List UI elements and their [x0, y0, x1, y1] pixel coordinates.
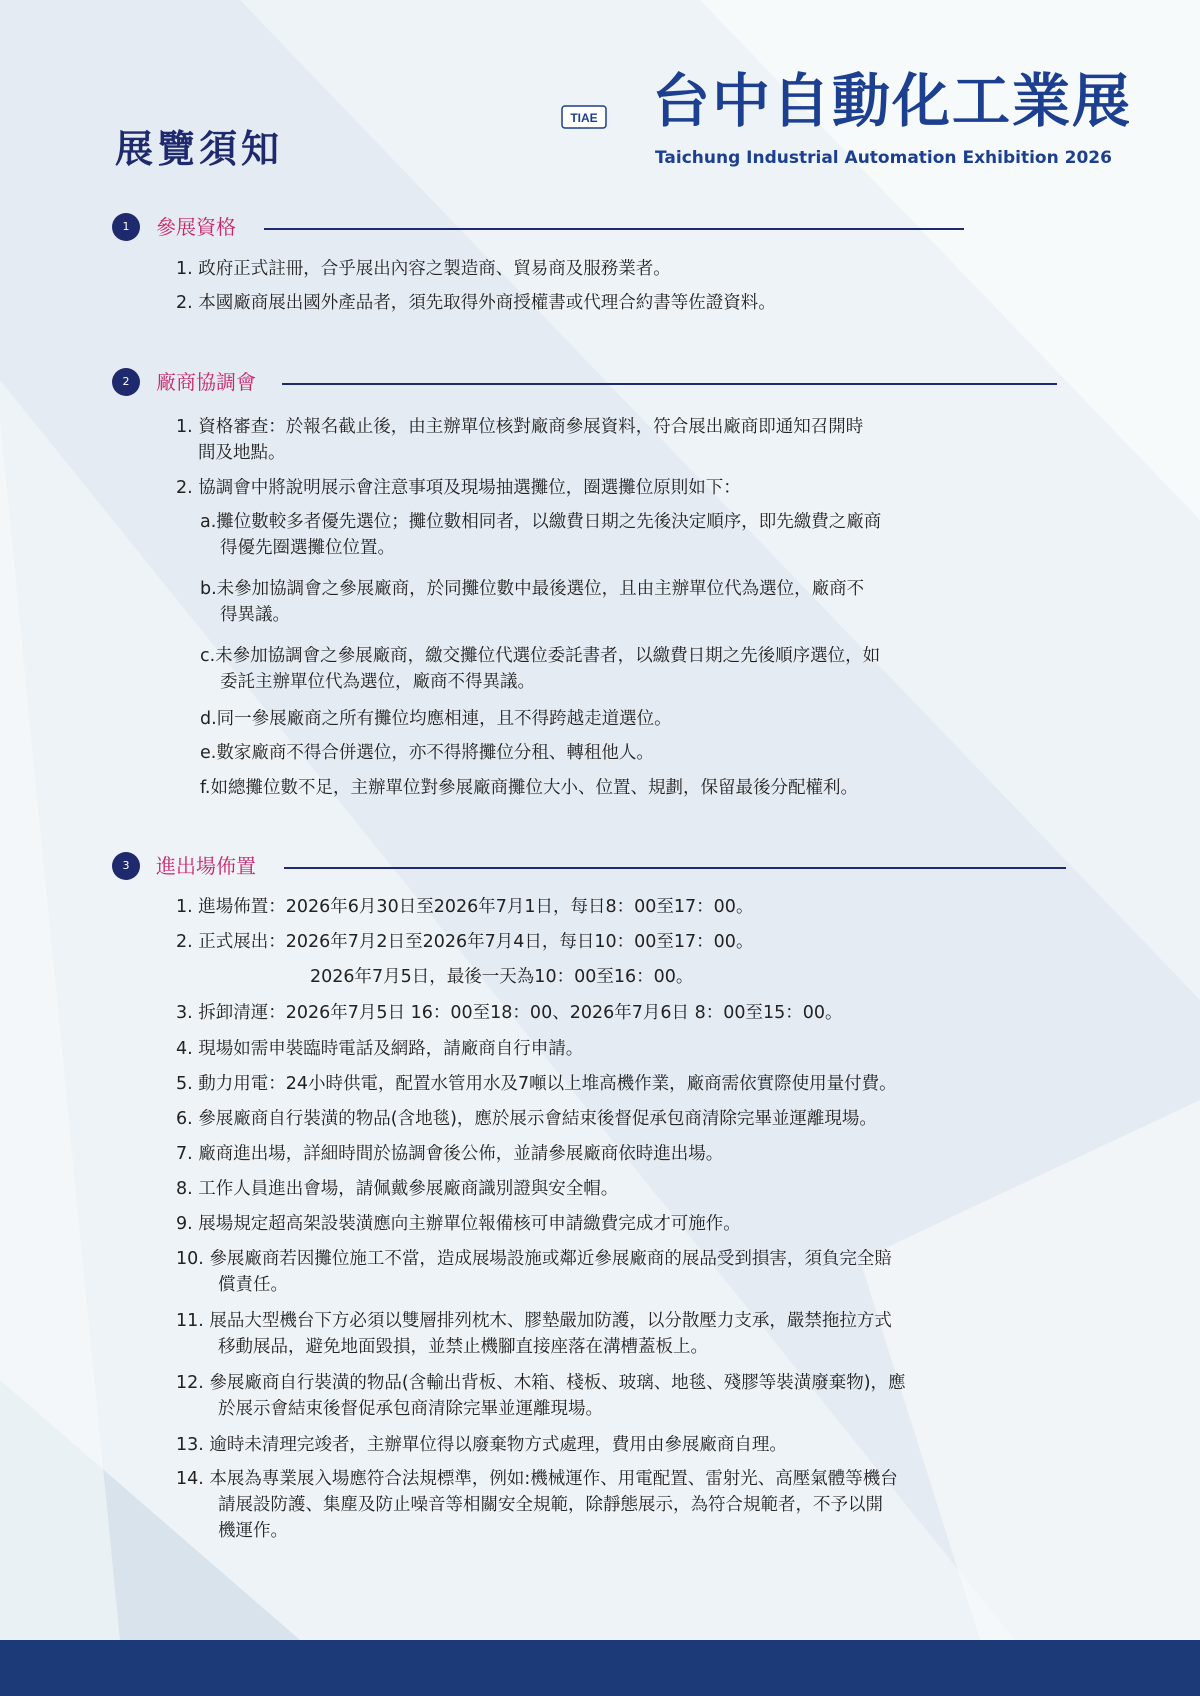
list-item-continuation: 委託主辦單位代為選位，廠商不得異議。 — [220, 672, 535, 692]
list-item-continuation: 得異議。 — [220, 605, 290, 625]
list-item: 4. 現場如需申裝臨時電話及網路，請廠商自行申請。 — [176, 1039, 584, 1059]
section-number-badge: 1 — [112, 213, 140, 241]
expo-title: 台中自動化工業展 — [652, 67, 1133, 135]
section-number-badge: 3 — [112, 852, 140, 880]
list-item: 3. 拆卸清運：2026年7月5日 16：00至18：00、2026年7月6日 8：00至15：00。 — [176, 1003, 843, 1023]
list-item-continuation: 移動展品，避免地面毀損，並禁止機腳直接座落在溝槽蓋板上。 — [218, 1337, 708, 1357]
section-rule — [284, 867, 1066, 869]
list-item-continuation: 於展示會結束後督促承包商清除完畢並運離現場。 — [218, 1399, 603, 1419]
tiae-logo-icon — [560, 102, 608, 132]
section-header-move-in-setup — [112, 852, 1072, 882]
list-item: 2. 正式展出：2026年7月2日至2026年7月4日，每日10：00至17：00。 — [176, 932, 754, 952]
section-number-badge: 2 — [112, 368, 140, 396]
list-subitem: c.未參加協調會之參展廠商，繳交攤位代選位委託書者，以繳費日期之先後順序選位，如 — [200, 646, 881, 666]
list-item: 1. 資格審查：於報名截止後，由主辦單位核對廠商參展資料，符合展出廠商即通知召開時 — [176, 417, 864, 437]
list-item: 6. 參展廠商自行裝潢的物品(含地毯)，應於展示會結束後督促承包商清除完畢並運離現場。 — [176, 1109, 877, 1129]
list-item: 1. 進場佈置：2026年6月30日至2026年7月1日，每日8：00至17：00。 — [176, 897, 754, 917]
page-title: 展覽須知 — [115, 127, 284, 171]
list-item: 5. 動力用電：24小時供電，配置水管用水及7噸以上堆高機作業，廠商需依實際使用量付費。 — [176, 1074, 897, 1094]
list-item: 12. 參展廠商自行裝潢的物品(含輸出背板、木箱、棧板、玻璃、地毯、殘膠等裝潢廢棄物)，應 — [176, 1373, 906, 1393]
list-item: 7. 廠商進出場，詳細時間於協調會後公佈，並請參展廠商依時進出場。 — [176, 1144, 724, 1164]
list-item-continuation: 2026年7月5日，最後一天為10：00至16：00。 — [310, 967, 694, 987]
footer-bar — [0, 1640, 1200, 1696]
list-item: 8. 工作人員進出會場，請佩戴參展廠商識別證與安全帽。 — [176, 1179, 619, 1199]
list-item-continuation: 得優先圈選攤位位置。 — [220, 538, 395, 558]
list-item: 1. 政府正式註冊，合乎展出內容之製造商、貿易商及服務業者。 — [176, 259, 671, 279]
list-subitem: a.攤位數較多者優先選位；攤位數相同者，以繳費日期之先後決定順序，即先繳費之廠商 — [200, 512, 882, 532]
list-item: 14. 本展為專業展入場應符合法規標準，例如:機械運作、用電配置、雷射光、高壓氣體等機台 — [176, 1469, 898, 1489]
list-item: 11. 展品大型機台下方必須以雙層排列枕木、膠墊嚴加防護，以分散壓力支承，嚴禁拖拉方式 — [176, 1311, 892, 1331]
list-item: 10. 參展廠商若因攤位施工不當，造成展場設施或鄰近參展廠商的展品受到損害，須負完全賠 — [176, 1249, 892, 1269]
list-subitem: f.如總攤位數不足，主辦單位對參展廠商攤位大小、位置、規劃，保留最後分配權利。 — [200, 778, 858, 798]
list-item-continuation: 請展設防護、集塵及防止噪音等相關安全規範，除靜態展示，為符合規範者，不予以開 — [218, 1495, 883, 1515]
list-item-continuation: 償責任。 — [218, 1275, 288, 1295]
list-subitem: d.同一參展廠商之所有攤位均應相連，且不得跨越走道選位。 — [200, 709, 672, 729]
section-title: 參展資格 — [156, 215, 236, 239]
section-title: 進出場佈置 — [156, 854, 256, 878]
list-subitem: e.數家廠商不得合併選位，亦不得將攤位分租、轉租他人。 — [200, 743, 654, 763]
list-item: 9. 展場規定超高架設裝潢應向主辦單位報備核可申請繳費完成才可施作。 — [176, 1214, 741, 1234]
section-header-eligibility — [112, 213, 972, 243]
tiae-logo-text: TIAE — [570, 111, 598, 125]
section-title: 廠商協調會 — [156, 370, 256, 394]
list-item: 2. 協調會中將說明展示會注意事項及現場抽選攤位，圈選攤位原則如下： — [176, 478, 741, 498]
list-item: 13. 逾時未清理完竣者，主辦單位得以廢棄物方式處理，費用由參展廠商自理。 — [176, 1435, 787, 1455]
section-rule — [264, 228, 964, 230]
list-item-continuation: 機運作。 — [218, 1521, 288, 1541]
list-subitem: b.未參加協調會之參展廠商，於同攤位數中最後選位，且由主辦單位代為選位，廠商不 — [200, 579, 865, 599]
section-header-coordination-meeting — [112, 368, 1062, 398]
section-rule — [282, 383, 1057, 385]
list-item: 2. 本國廠商展出國外產品者，須先取得外商授權書或代理合約書等佐證資料。 — [176, 293, 776, 313]
expo-subtitle: Taichung Industrial Automation Exhibition 2026 — [655, 148, 1112, 168]
list-item-continuation: 間及地點。 — [198, 443, 286, 463]
